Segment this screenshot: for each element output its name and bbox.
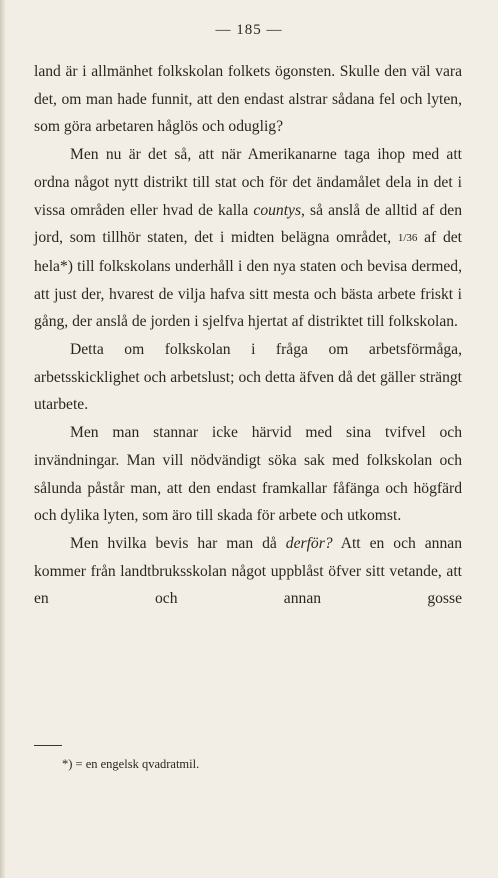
footnote-rule (34, 745, 62, 746)
paragraph-text: Men man stannar icke härvid med sina tvifvel och invändningar. Man vill nödvändigt söka sak med folkskolan och sålunda påstår man, att den endast framkallar fåfänga och högfärd och dylika lyten, som äro till skada för arbete och utkomst. (34, 424, 462, 525)
paragraph-text: Men nu är det så, att när Amerikanarne taga ihop med att ordna något nytt distrikt till stat och för det ändamålet dela in det i vissa områden eller hvad de kalla (34, 146, 462, 219)
paragraph-text: af det hela*) till folkskolans underhåll i den nya staten och bevisa dermed, att just der, hvarest de vilja hafva sitt mesta och bästa arbete friskt i gång, der anslå de jorden i sjelfva hjertat af distriktet till folkskolan. (34, 229, 463, 331)
paragraph (34, 58, 462, 141)
body-text (34, 58, 462, 613)
emphasized-word: countys (253, 201, 302, 219)
paragraph (34, 336, 462, 419)
paragraph-text: , så anslå de alltid af den jord, som tillhör staten, det i midten belägna området, (34, 201, 462, 247)
paragraph-text: Att en och annan kommer från landtbruksskolan något uppblåst öfver sitt vetande, att en och annan gosse (34, 534, 462, 608)
footnote: *) = en engelsk qvadratmil. (62, 757, 200, 771)
paragraph (34, 530, 462, 613)
page-edge (0, 0, 5, 878)
paragraph (34, 419, 462, 530)
paragraph-text: Detta om folkskolan i fråga om arbetsförmåga, arbetsskicklighet och arbetslust; och detta äfven då det gäller strängt utarbete. (34, 341, 462, 414)
fraction: 1/36 (397, 232, 418, 245)
paragraph-text: land är i allmänhet folkskolan folkets ögonsten. Skulle den väl vara det, om man hade funnit, att den endast alstrar sådana fel och lyten, som göra arbetaren håglös och oduglig? (34, 63, 462, 136)
paragraph (34, 141, 462, 336)
paragraph-text: Men hvilka bevis har man då (70, 534, 286, 552)
page-number: — 185 — (215, 22, 283, 38)
emphasized-word: derför? (285, 534, 333, 552)
